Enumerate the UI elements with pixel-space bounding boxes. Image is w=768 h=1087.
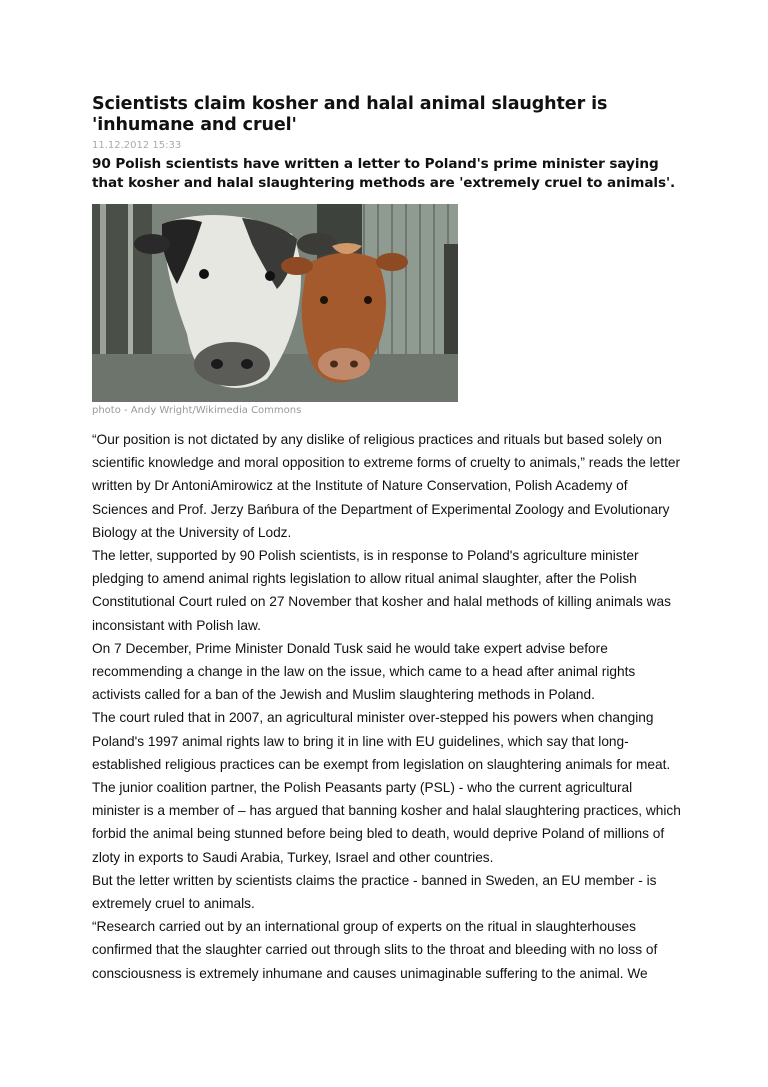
article-paragraph: But the letter written by scientists claims the practice - banned in Sweden, an EU member - is extremely cruel to animals. [92, 872, 657, 912]
article-photo [92, 204, 458, 402]
article-paragraph: The letter, supported by 90 Polish scientists, is in response to Poland's agriculture minister pledging to amend animal rights legislation to allow ritual animal slaughter, after the Polish Constitutional Court ruled on 27 November that kosher and halal methods of killing animals was inconsistant with Polish law. [92, 548, 671, 633]
article-paragraph: “Research carried out by an international group of experts on the ritual in slaughterhouses confirmed that the slaughter carried out through slits to the throat and bleeding with no loss of consciousness is extremely inhumane and causes unimaginable suffering to the animal. We [92, 919, 658, 981]
cows-photo-illustration [92, 204, 458, 402]
article-paragraph: “Our position is not dictated by any dislike of religious practices and rituals but based solely on scientific knowledge and moral opposition to extreme forms of cruelty to animals,” reads the letter written by Dr AntoniAmirowicz at the Institute of Nature Conservation, Polish Academy of Sciences and Prof. Jerzy Bańbura of the Department of Experimental Zoology and Evolutionary Biology at the University of Lodz. [92, 432, 681, 540]
article-body [92, 428, 682, 985]
photo-caption: photo - Andy Wright/Wikimedia Commons [92, 405, 302, 416]
article-title: Scientists claim kosher and halal animal slaughter is 'inhumane and cruel' [92, 94, 608, 135]
article-paragraph: The court ruled that in 2007, an agricultural minister over-stepped his powers when changing Poland's 1997 animal rights law to bring it in line with EU guidelines, which say that long-established religious practices can be exempt from legislation on slaughtering animals for meat. [92, 710, 671, 772]
article-date: 11.12.2012 15:33 [92, 140, 182, 151]
article-paragraph: On 7 December, Prime Minister Donald Tusk said he would take expert advise before recommending a change in the law on the issue, which came to a head after animal rights activists called for a ban of the Jewish and Muslim slaughtering methods in Poland. [92, 640, 636, 703]
article-paragraph: The junior coalition partner, the Polish Peasants party (PSL) - who the current agricultural minister is a member of – has argued that banning kosher and halal slaughtering practices, which forbid the animal being stunned before being bled to death, would deprive Poland of millions of zloty in exports to Saudi Arabia, Turkey, Israel and other countries. [92, 780, 681, 865]
article-lead: 90 Polish scientists have written a letter to Poland's prime minister saying that kosher and halal slaughtering methods are 'extremely cruel to animals'. [92, 156, 676, 191]
